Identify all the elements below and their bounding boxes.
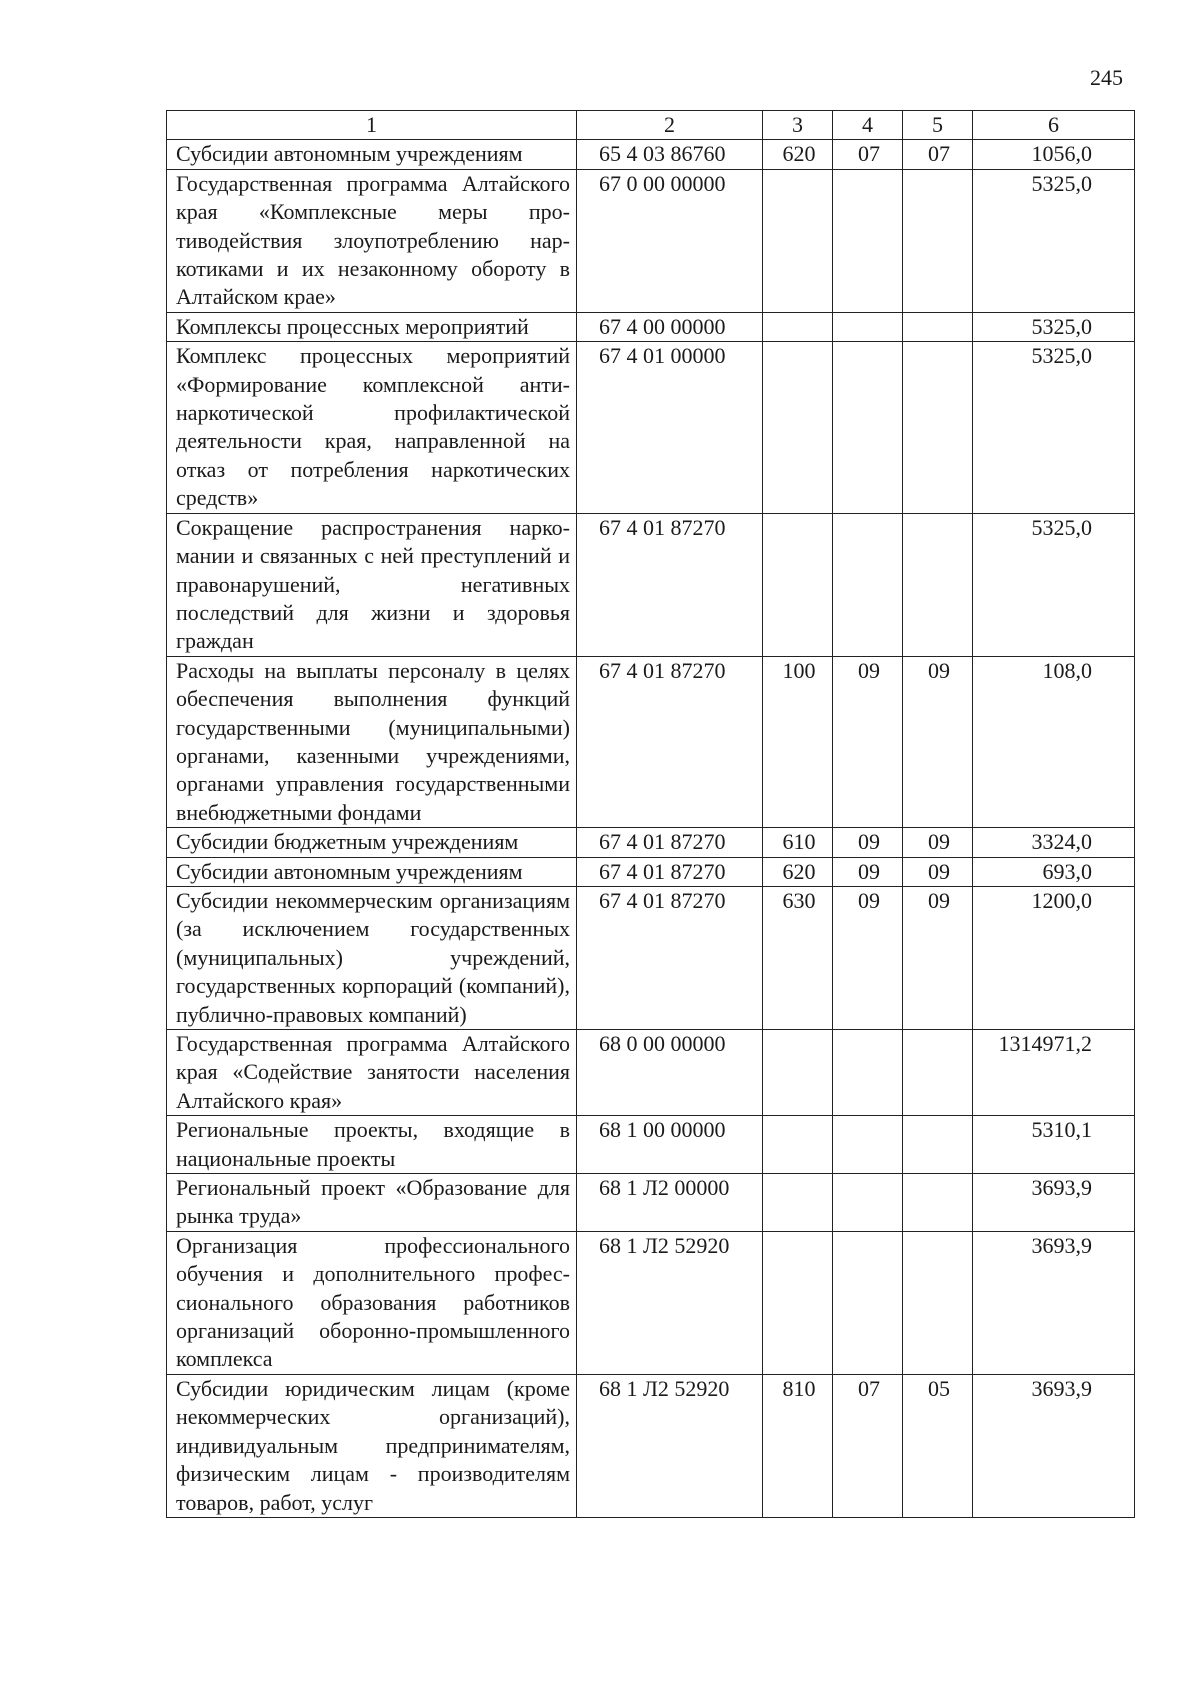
- amount-cell: 5325,0: [973, 342, 1135, 513]
- header-cell: 5: [903, 111, 973, 140]
- item-name-cell: Субсидии юридическим лицам (кроме некоммерческих организаций), индивидуальным предпринимателям, физическим лицам - производителям товаров, работ, услуг: [167, 1374, 577, 1517]
- header-cell: 4: [833, 111, 903, 140]
- table-row: [167, 140, 1135, 169]
- subsection-cell: 07: [903, 140, 973, 169]
- subsection-cell: [903, 1231, 973, 1374]
- table-row: [167, 857, 1135, 886]
- item-name-cell: Региональный проект «Образование для рынка труда»: [167, 1174, 577, 1232]
- item-name-cell: Комплекс процессных мероприятий «Формирование комплексной антинаркотической профилактической деятельности края, направленной на отказ от потребления наркотических средств»: [167, 342, 577, 513]
- subsection-cell: 09: [903, 656, 973, 827]
- subsection-cell: [903, 342, 973, 513]
- section-cell: 09: [833, 828, 903, 857]
- table-header-row: [167, 111, 1135, 140]
- table-row: [167, 169, 1135, 312]
- item-name-cell: Организация профессионального обучения и дополнительного профессионального образования работников организаций оборонно-промышленного комплекса: [167, 1231, 577, 1374]
- table-row: [167, 1231, 1135, 1374]
- target-code-cell: 68 1 Л2 00000: [577, 1174, 763, 1232]
- table-row: [167, 1030, 1135, 1116]
- subsection-cell: [903, 1174, 973, 1232]
- section-cell: 07: [833, 1374, 903, 1517]
- item-name-cell: Субсидии бюджетным учреждениям: [167, 828, 577, 857]
- amount-cell: 5325,0: [973, 513, 1135, 656]
- expense-type-cell: [763, 513, 833, 656]
- subsection-cell: [903, 312, 973, 341]
- table-row: [167, 828, 1135, 857]
- table-row: [167, 886, 1135, 1029]
- amount-cell: 3693,9: [973, 1231, 1135, 1374]
- section-cell: 09: [833, 656, 903, 827]
- item-name-cell: Сокращение распространения наркомании и связанных с ней преступлений и правонарушений, негативных последствий для жизни и здоровья граждан: [167, 513, 577, 656]
- target-code-cell: 65 4 03 86760: [577, 140, 763, 169]
- expense-type-cell: [763, 342, 833, 513]
- section-cell: [833, 1116, 903, 1174]
- item-name-cell: Государственная программа Алтайского края «Комплексные меры противодействия злоупотреблению наркотиками и их незаконному обороту в Алтайском крае»: [167, 169, 577, 312]
- budget-table: [166, 110, 1135, 1518]
- target-code-cell: 67 4 01 87270: [577, 857, 763, 886]
- expense-type-cell: 810: [763, 1374, 833, 1517]
- expense-type-cell: [763, 312, 833, 341]
- subsection-cell: [903, 169, 973, 312]
- amount-cell: 1056,0: [973, 140, 1135, 169]
- target-code-cell: 67 4 01 87270: [577, 656, 763, 827]
- expense-type-cell: 620: [763, 857, 833, 886]
- target-code-cell: 68 1 Л2 52920: [577, 1231, 763, 1374]
- item-name-cell: Региональные проекты, входящие в национальные проекты: [167, 1116, 577, 1174]
- section-cell: [833, 342, 903, 513]
- header-cell: 3: [763, 111, 833, 140]
- subsection-cell: 09: [903, 857, 973, 886]
- expense-type-cell: [763, 1030, 833, 1116]
- table-row: [167, 342, 1135, 513]
- section-cell: [833, 312, 903, 341]
- item-name-cell: Субсидии автономным учреждениям: [167, 140, 577, 169]
- subsection-cell: [903, 1116, 973, 1174]
- table-row: [167, 1174, 1135, 1232]
- target-code-cell: 67 4 01 87270: [577, 828, 763, 857]
- item-name-cell: Государственная программа Алтайского края «Содействие занятости населения Алтайского края»: [167, 1030, 577, 1116]
- table-row: [167, 1374, 1135, 1517]
- table-row: [167, 1116, 1135, 1174]
- header-cell: 2: [577, 111, 763, 140]
- amount-cell: 3324,0: [973, 828, 1135, 857]
- amount-cell: 693,0: [973, 857, 1135, 886]
- expense-type-cell: [763, 1116, 833, 1174]
- section-cell: [833, 1231, 903, 1374]
- expense-type-cell: [763, 1174, 833, 1232]
- amount-cell: 1200,0: [973, 886, 1135, 1029]
- subsection-cell: 09: [903, 886, 973, 1029]
- header-cell: 6: [973, 111, 1135, 140]
- section-cell: 09: [833, 857, 903, 886]
- item-name-cell: Субсидии автономным учреждениям: [167, 857, 577, 886]
- table-row: [167, 312, 1135, 341]
- target-code-cell: 68 0 00 00000: [577, 1030, 763, 1116]
- subsection-cell: [903, 1030, 973, 1116]
- amount-cell: 3693,9: [973, 1174, 1135, 1232]
- subsection-cell: 05: [903, 1374, 973, 1517]
- page-number: 245: [1090, 65, 1123, 90]
- target-code-cell: 67 4 01 87270: [577, 886, 763, 1029]
- target-code-cell: 68 1 00 00000: [577, 1116, 763, 1174]
- item-name-cell: Расходы на выплаты персоналу в целях обеспечения выполнения функций государственными (муниципальными) органами, казенными учреждениями, органами управления государственными внебюджетными фондами: [167, 656, 577, 827]
- target-code-cell: 67 4 01 00000: [577, 342, 763, 513]
- item-name-cell: Субсидии некоммерческим организациям (за исключением государственных (муниципальных) учреждений, государственных корпораций (компаний), публично-правовых компаний): [167, 886, 577, 1029]
- target-code-cell: 68 1 Л2 52920: [577, 1374, 763, 1517]
- section-cell: [833, 513, 903, 656]
- section-cell: 09: [833, 886, 903, 1029]
- header-cell: 1: [167, 111, 577, 140]
- table-row: [167, 656, 1135, 827]
- target-code-cell: 67 4 01 87270: [577, 513, 763, 656]
- amount-cell: 108,0: [973, 656, 1135, 827]
- expense-type-cell: 630: [763, 886, 833, 1029]
- section-cell: [833, 1030, 903, 1116]
- amount-cell: 5325,0: [973, 312, 1135, 341]
- section-cell: [833, 169, 903, 312]
- amount-cell: 5325,0: [973, 169, 1135, 312]
- expense-type-cell: 100: [763, 656, 833, 827]
- subsection-cell: [903, 513, 973, 656]
- section-cell: [833, 1174, 903, 1232]
- subsection-cell: 09: [903, 828, 973, 857]
- expense-type-cell: [763, 1231, 833, 1374]
- expense-type-cell: 620: [763, 140, 833, 169]
- table-row: [167, 513, 1135, 656]
- amount-cell: 5310,1: [973, 1116, 1135, 1174]
- item-name-cell: Комплексы процессных мероприятий: [167, 312, 577, 341]
- amount-cell: 3693,9: [973, 1374, 1135, 1517]
- target-code-cell: 67 4 00 00000: [577, 312, 763, 341]
- target-code-cell: 67 0 00 00000: [577, 169, 763, 312]
- expense-type-cell: 610: [763, 828, 833, 857]
- section-cell: 07: [833, 140, 903, 169]
- expense-type-cell: [763, 169, 833, 312]
- amount-cell: 1314971,2: [973, 1030, 1135, 1116]
